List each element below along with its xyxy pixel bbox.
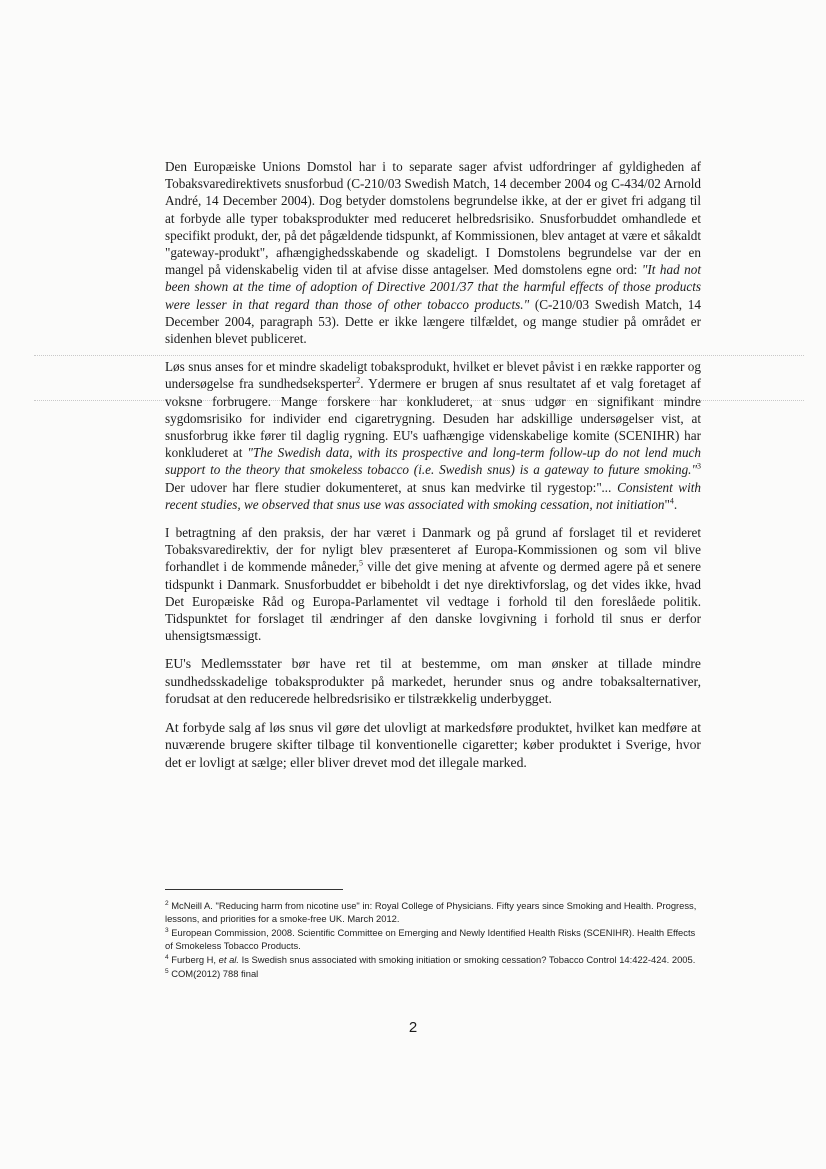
footnote-separator — [165, 889, 343, 890]
paragraph-snus-harm: Løs snus anses for et mindre skadeligt tobaksprodukt, hvilket er blevet påvist i en række rapporter og undersøgelse fra sundhedseksperter$^2$. Ydermere er brugen af snus resultatet af et valg foretaget af voksne forbrugere. Mange forskere har konkluderet, at snus udgør en signifikant mindre sygdomsrisiko for individer end cigaretrygning. Desuden har adskillige undersøgelser vist, at snusforbrug ikke fører til daglig rygning. EU's uafhængige videnskabelige komite (SCENIHR) har konkluderet at "The Swedish data, with its prospective and long-term follow-up do not lend much support to the theory that smokeless tobacco (i.e. Swedish snus) is a gateway to future smoking."$^3$ Der udover har flere studier dokumenteret, at snus kan medvirke til rygestop:"... Consistent with recent studies, we observed that snus use was associated with smoking cessation, not initiation"$^4$. — [165, 359, 702, 512]
paragraph-member-states: EU's Medlemsstater bør have ret til at bestemme, om man ønsker at tillade mindre sundhedsskadelige tobaksprodukter på markedet, herunder snus og andre tobaksalternativer, forudsat at den reducerede helbredsrisiko er tilstrækkelig underbygget. — [165, 656, 701, 707]
footnote-ref[interactable]: 3 — [697, 462, 701, 472]
footnote-4: $^4$ Furberg H, et al. Is Swedish snus associated with smoking initiation or smoking cessation? Tobacco Control 14:422-424. 2005. — [165, 953, 696, 965]
footnote-ref[interactable]: 2 — [356, 376, 361, 386]
page-number: 2 — [408, 1019, 418, 1036]
footnote-ref[interactable]: 5 — [359, 559, 364, 569]
paragraph-danish-practice: I betragtning af den praksis, der har været i Danmark og på grund af forslaget til et revideret Tobaksvaredirektiv, der for nyligt blev præsenteret af Europa-Kommissionen og som vil blive forhandlet i de kommende måneder,$^5$ ville det give mening at afvente og dermed agere på et senere tidspunkt i Danmark. Snusforbuddet er bibeholdt i det nye direktivforslag, og det vides ikke, hvad Det Europæiske Råd og Europa-Parlamentet vil vedtage i forhold til den foreslåede politik. Tidspunktet for forslaget til ændringer af den danske lovgivning i forhold til snus er derfor uhensigtsmæssigt. — [165, 525, 701, 644]
footnote-5: $^5$ COM(2012) 788 final — [165, 967, 259, 979]
body-text — [165, 158, 701, 782]
cessation-quote: ... Consistent with recent studies, we observed that snus use was associated with smoking cessation, not initiation — [165, 479, 702, 512]
footnote-3: $^3$ European Commission, 2008. Scientific Committee on Emerging and Newly Identified Health Risks (SCENIHR). Health Effects of Smokeless Tobacco Products. — [165, 926, 696, 951]
court-quote: "It had not been shown at the time of adoption of Directive 2001/37 that the harmful effects of those products were lesser in that regard than those of other tobacco products." — [165, 262, 701, 312]
footnotes — [165, 899, 705, 981]
paragraph-court-rulings: Den Europæiske Unions Domstol har i to separate sager afvist udfordringer af gyldigheden af Tobaksvaredirektivets snusforbud (C-210/03 Swedish Match, 14 december 2004 og C-434/02 Arnold André, 14 December 2004). Dog betyder domstolens begrundelse ikke, at der er givet fri adgang til at forbyde alle typer tobaksprodukter med reduceret helbredsrisiko. Snusforbuddet omhandlede et specifikt produkt, der, på det pågældende tidspunkt, af Kommissionen, blev antaget at være et såkaldt "gateway-produkt", afhængighedsskabende og skadeligt. I Domstolens begrundelse var der en mangel på videnskabelig viden til at afvise disse antagelser. Med domstolens egne ord: "It had not been shown at the time of adoption of Directive 2001/37 that the harmful effects of those products were lesser in that regard than those of other tobacco products." (C-210/03 Swedish Match, 14 December 2004, paragraph 53). Dette er ikke længere tilfældet, og mange studier på området er sidenhen blevet publiceret. — [165, 159, 701, 347]
footnote-2: $^2$ McNeill A. "Reducing harm from nicotine use" in: Royal College of Physicians. Fifty years since Smoking and Health. Progress, lessons, and priorities for a smoke-free UK. March 2012. — [165, 899, 697, 924]
footnote-ref[interactable]: 4 — [669, 496, 674, 506]
scenihr-quote: "The Swedish data, with its prospective and long-term follow-up do not lend much support to the theory that smokeless tobacco (i.e. Swedish snus) is a gateway to future smoking." — [165, 445, 701, 478]
paragraph-ban-consequences: At forbyde salg af løs snus vil gøre det ulovligt at markedsføre produktet, hvilket kan medføre at nuværende brugere skifter tilbage til konventionelle cigaretter; køber produktet i Sverige, hvor det er lovligt at sælge; eller bliver drevet mod det illegale marked. — [165, 719, 701, 770]
